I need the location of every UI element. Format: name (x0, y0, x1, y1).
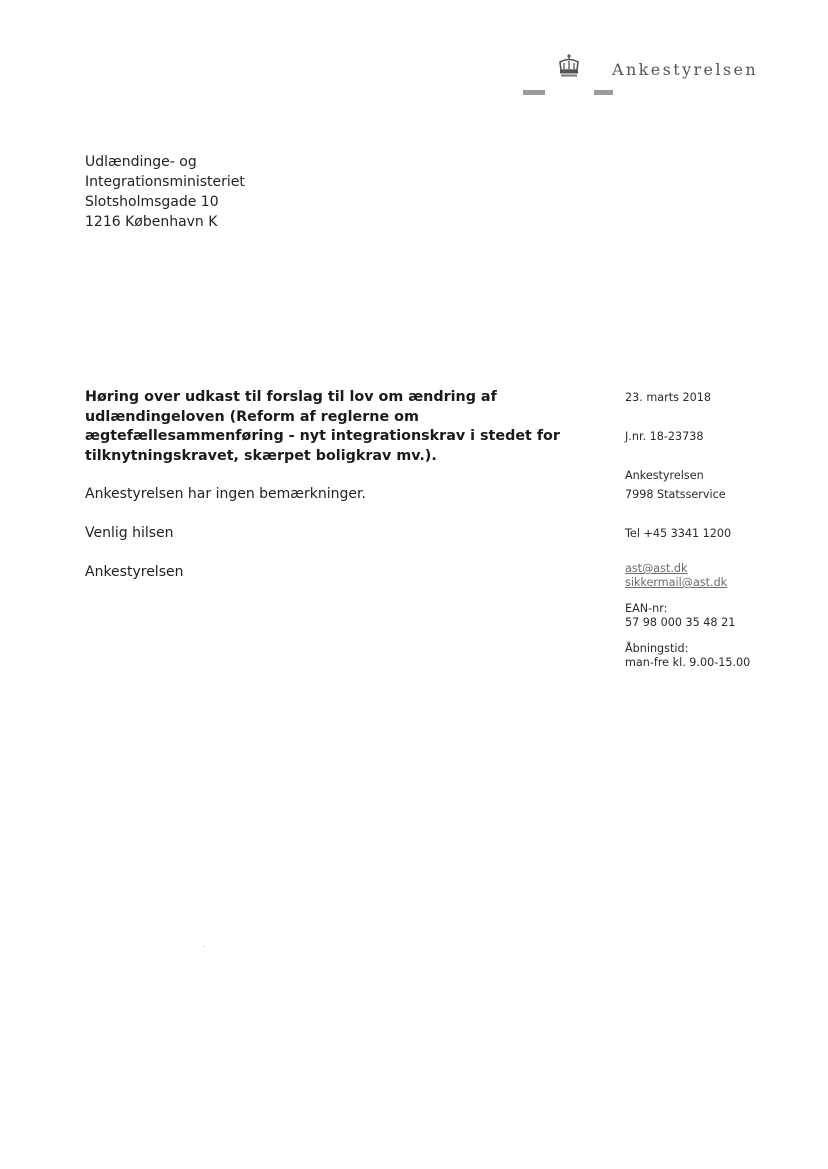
letter-subject (85, 388, 560, 466)
logo-divider-right (594, 90, 613, 95)
letter-date: 23. marts 2018 (625, 391, 711, 404)
logo-divider-left (523, 90, 545, 95)
crown-icon (556, 53, 582, 79)
ean-value: 57 98 000 35 48 21 (625, 616, 736, 629)
sender-phone: Tel +45 3341 1200 (625, 527, 732, 540)
email-link[interactable]: ast@ast.dk (625, 562, 688, 575)
opening-hours-label: Åbningstid: (625, 642, 689, 655)
letter-remark: Ankestyrelsen har ingen bemærkninger. (85, 486, 366, 502)
recipient-line: Udlændinge- og (85, 154, 197, 170)
sender-org: Ankestyrelsen (625, 469, 704, 482)
ean-label: EAN-nr: (625, 602, 668, 615)
subject-line: udlændingeloven (Reform af reglerne om (85, 408, 419, 425)
subject-line: ægtefællesammenføring - nyt integrationskrav i stedet for (85, 428, 560, 444)
opening-hours-value: man-fre kl. 9.00-15.00 (625, 656, 751, 669)
subject-line: Høring over udkast til forslag til lov om ændring af (85, 389, 497, 405)
letter-greeting: Venlig hilsen (85, 525, 174, 541)
secure-email-link[interactable]: sikkermail@ast.dk (625, 576, 728, 589)
scan-speck (203, 946, 204, 947)
recipient-line: 1216 København K (85, 214, 218, 230)
letter-signature: Ankestyrelsen (85, 564, 184, 580)
journal-number: J.nr. 18-23738 (625, 430, 704, 443)
sender-address: 7998 Statsservice (625, 488, 726, 501)
recipient-line: Slotsholmsgade 10 (85, 194, 219, 210)
recipient-line: Integrationsministeriet (85, 174, 245, 190)
subject-line: tilknytningskravet, skærpet boligkrav mv.). (85, 447, 437, 464)
recipient-address (85, 152, 245, 232)
org-logo-text: Ankestyrelsen (612, 60, 759, 79)
